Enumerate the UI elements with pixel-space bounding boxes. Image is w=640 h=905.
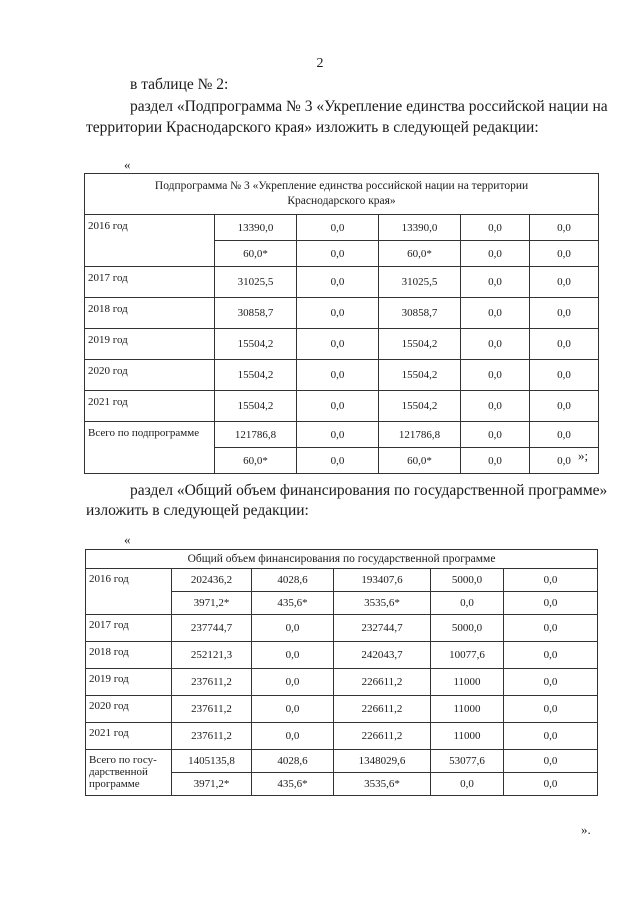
cell: 11000	[431, 723, 504, 750]
cell: 60,0*	[215, 448, 297, 474]
table-header-row	[85, 174, 599, 215]
cell: 31025,5	[379, 267, 461, 298]
close-quote-2: ».	[581, 822, 591, 837]
section2-instruction-line2: изложить в следующей редакции:	[86, 502, 309, 519]
cell: 0,0	[504, 773, 598, 796]
cell: 11000	[431, 669, 504, 696]
cell: 121786,8	[379, 422, 461, 448]
cell: 0,0	[530, 360, 599, 391]
cell: 13390,0	[379, 215, 461, 241]
cell: 5000,0	[431, 615, 504, 642]
row-label: 2018 год	[86, 642, 172, 669]
cell: 3535,6*	[334, 773, 431, 796]
cell: 0,0	[431, 773, 504, 796]
cell: 0,0	[504, 569, 598, 592]
row-label: Всего по подпрограмме	[85, 422, 215, 474]
cell: 0,0	[504, 615, 598, 642]
cell: 237611,2	[172, 723, 252, 750]
cell: 0,0	[461, 241, 530, 267]
cell: 0,0	[504, 723, 598, 750]
cell: 237744,7	[172, 615, 252, 642]
cell: 4028,6	[252, 569, 334, 592]
cell: 0,0	[297, 215, 379, 241]
cell: 15504,2	[379, 360, 461, 391]
section1-instruction-line2: территории Краснодарского края» изложить в следующей редакции:	[86, 119, 539, 136]
cell: 0,0	[297, 329, 379, 360]
table-header-row	[86, 550, 598, 569]
cell: 0,0	[504, 696, 598, 723]
table-row	[86, 615, 598, 642]
cell: 0,0	[297, 360, 379, 391]
cell: 0,0	[504, 750, 598, 773]
row-label: 2016 год	[85, 215, 215, 267]
table-row	[85, 267, 599, 298]
cell: 202436,2	[172, 569, 252, 592]
total-financing-table	[85, 549, 598, 796]
cell: 31025,5	[215, 267, 297, 298]
cell: 0,0	[530, 391, 599, 422]
table-row	[86, 696, 598, 723]
row-label: 2021 год	[86, 723, 172, 750]
cell: 0,0	[530, 241, 599, 267]
cell: 0,0	[252, 642, 334, 669]
cell: 0,0	[461, 267, 530, 298]
cell: 3971,2*	[172, 773, 252, 796]
cell: 1405135,8	[172, 750, 252, 773]
cell: 4028,6	[252, 750, 334, 773]
cell: 13390,0	[215, 215, 297, 241]
cell: 0,0	[530, 267, 599, 298]
cell: 0,0	[461, 448, 530, 474]
cell: 53077,6	[431, 750, 504, 773]
row-label: 2021 год	[85, 391, 215, 422]
row-label: 2019 год	[86, 669, 172, 696]
table-header-line2: Краснодарского края»	[287, 195, 396, 207]
close-quote-1: »;	[578, 448, 589, 463]
row-label: 2017 год	[86, 615, 172, 642]
cell: 10077,6	[431, 642, 504, 669]
row-label: 2016 год	[86, 569, 172, 615]
cell: 15504,2	[379, 329, 461, 360]
open-quote-2: «	[124, 532, 131, 547]
cell: 0,0	[504, 592, 598, 615]
cell: 0,0	[504, 642, 598, 669]
cell: 60,0*	[215, 241, 297, 267]
cell: 15504,2	[215, 360, 297, 391]
table-row	[85, 329, 599, 360]
intro-line: в таблице № 2:	[130, 76, 229, 93]
cell: 0,0	[297, 241, 379, 267]
table-header-line1: Подпрограмма № 3 «Укрепление единства российской нации на территории	[154, 180, 529, 192]
table-row	[85, 391, 599, 422]
cell: 0,0	[461, 215, 530, 241]
cell: 0,0	[297, 267, 379, 298]
cell: 0,0	[461, 391, 530, 422]
cell: 0,0	[252, 723, 334, 750]
cell: 15504,2	[379, 391, 461, 422]
cell: 121786,8	[215, 422, 297, 448]
cell: 0,0	[297, 448, 379, 474]
cell: 0,0	[530, 215, 599, 241]
cell: 0,0	[461, 298, 530, 329]
cell: 226611,2	[334, 669, 431, 696]
cell: 0,0	[431, 592, 504, 615]
section2-instruction-line1: раздел «Общий объем финансирования по государственной программе»	[130, 482, 608, 499]
table-row	[85, 298, 599, 329]
cell: 30858,7	[215, 298, 297, 329]
row-label: 2017 год	[85, 267, 215, 298]
cell: 11000	[431, 696, 504, 723]
cell: 60,0*	[379, 241, 461, 267]
table-row	[85, 422, 599, 448]
cell: 0,0	[252, 615, 334, 642]
cell: 60,0*	[379, 448, 461, 474]
cell: 0,0	[530, 448, 599, 474]
cell: 0,0	[297, 298, 379, 329]
table-row	[86, 642, 598, 669]
cell: 0,0	[504, 669, 598, 696]
table-row	[86, 723, 598, 750]
row-label: 2020 год	[86, 696, 172, 723]
page-number: 2	[316, 56, 324, 71]
cell: 15504,2	[215, 391, 297, 422]
table-row	[86, 669, 598, 696]
cell: 0,0	[252, 696, 334, 723]
cell: 3535,6*	[334, 592, 431, 615]
cell: 242043,7	[334, 642, 431, 669]
cell: 226611,2	[334, 723, 431, 750]
table-row	[86, 750, 598, 773]
table-header	[85, 174, 599, 215]
section1-instruction-line1: раздел «Подпрограмма № 3 «Укрепление единства российской нации на	[130, 98, 608, 115]
cell: 30858,7	[379, 298, 461, 329]
cell: 0,0	[461, 360, 530, 391]
table-row	[85, 360, 599, 391]
cell: 3971,2*	[172, 592, 252, 615]
cell: 435,6*	[252, 773, 334, 796]
table-row	[85, 215, 599, 241]
cell: 0,0	[530, 329, 599, 360]
cell: 0,0	[530, 298, 599, 329]
cell: 237611,2	[172, 669, 252, 696]
cell: 226611,2	[334, 696, 431, 723]
cell: 232744,7	[334, 615, 431, 642]
cell: 0,0	[252, 669, 334, 696]
cell: 0,0	[297, 391, 379, 422]
table-header: Общий объем финансирования по государственной программе	[86, 550, 598, 569]
cell: 193407,6	[334, 569, 431, 592]
subprogram-table	[84, 173, 599, 474]
row-label: 2018 год	[85, 298, 215, 329]
row-label: 2019 год	[85, 329, 215, 360]
cell: 435,6*	[252, 592, 334, 615]
cell: 0,0	[461, 329, 530, 360]
cell: 0,0	[530, 422, 599, 448]
cell: 252121,3	[172, 642, 252, 669]
cell: 1348029,6	[334, 750, 431, 773]
cell: 5000,0	[431, 569, 504, 592]
cell: 15504,2	[215, 329, 297, 360]
row-label: Всего по госу-дарственной программе	[86, 750, 172, 796]
table-row	[86, 569, 598, 592]
cell: 237611,2	[172, 696, 252, 723]
open-quote-1: «	[124, 157, 131, 172]
cell: 0,0	[461, 422, 530, 448]
cell: 0,0	[297, 422, 379, 448]
row-label: 2020 год	[85, 360, 215, 391]
